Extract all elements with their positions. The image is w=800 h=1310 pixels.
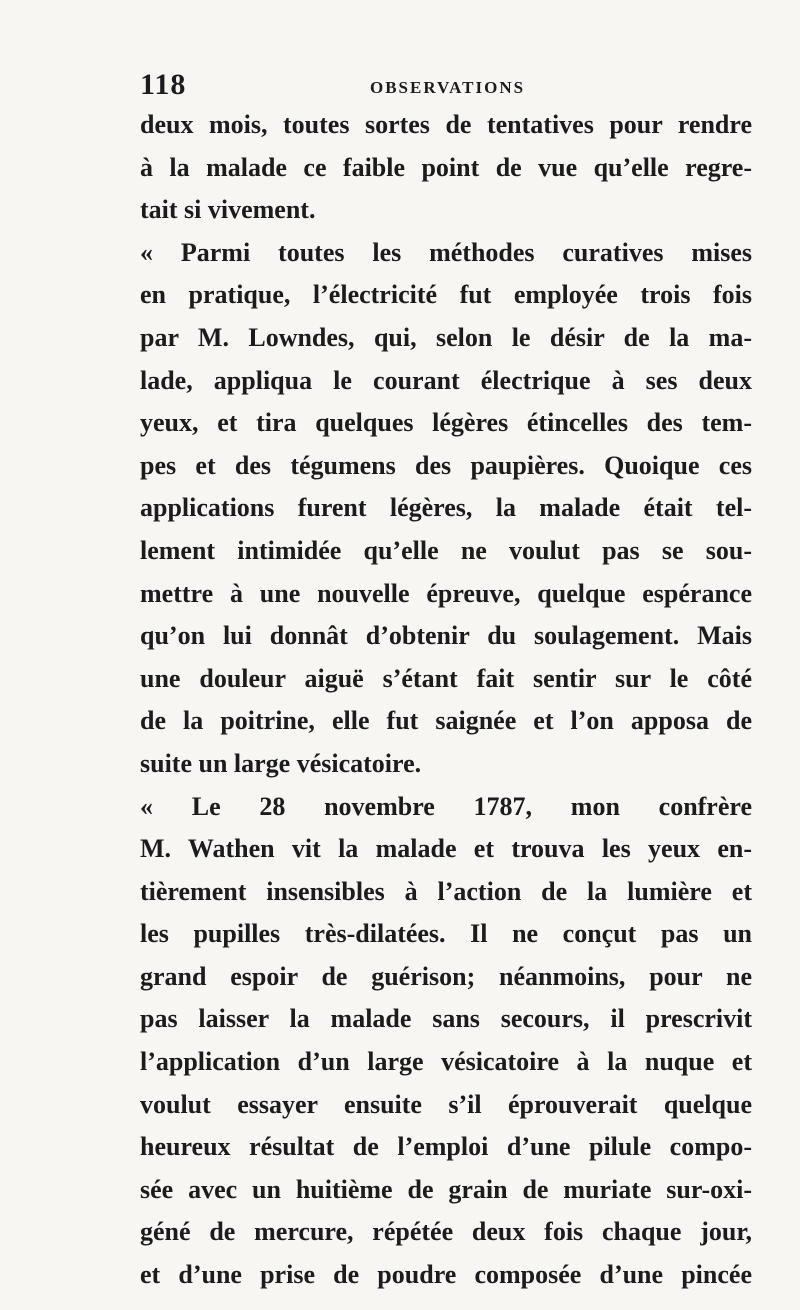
text-line: pas laisser la malade sans secours, il prescrivit <box>140 1004 752 1034</box>
text-line: une douleur aiguë s’étant fait sentir sur le côté <box>140 663 752 693</box>
text-line: à la malade ce faible point de vue qu’elle regre- <box>140 152 752 182</box>
text-line: par M. Lowndes, qui, selon le désir de la ma- <box>140 322 752 352</box>
text-line: sée avec un huitième de grain de muriate sur-oxi- <box>140 1174 752 1204</box>
text-line: et d’une prise de poudre composée d’une pincée <box>140 1260 752 1290</box>
text-line: lement intimidée qu’elle ne voulut pas se sou- <box>140 535 752 565</box>
text-line: tait si vivement. <box>140 195 316 225</box>
text-line: qu’on lui donnât d’obtenir du soulagement. Mais <box>140 621 752 651</box>
text-line: lade, appliqua le courant électrique à ses deux <box>140 365 752 395</box>
text-line: géné de mercure, répétée deux fois chaque jour, <box>140 1217 752 1247</box>
text-line: deux mois, toutes sortes de tentatives pour rendre <box>140 110 752 139</box>
text-line: « Parmi toutes les méthodes curatives mises <box>140 237 752 267</box>
page-number: 118 <box>140 68 187 101</box>
text-line: en pratique, l’électricité fut employée trois fois <box>140 280 752 310</box>
text-line: suite un large vésicatoire. <box>140 748 422 778</box>
text-line: de la poitrine, elle fut saignée et l’on apposa de <box>140 706 752 736</box>
text-line: l’application d’un large vésicatoire à la nuque et <box>140 1047 752 1077</box>
text-line: yeux, et tira quelques légères étincelles des tem- <box>140 408 752 438</box>
text-line: tièrement insensibles à l’action de la lumière et <box>140 876 752 906</box>
running-head: OBSERVATIONS <box>370 78 526 97</box>
text-line: les pupilles très-dilatées. Il ne conçut pas un <box>140 919 752 949</box>
text-line: pes et des tégumens des paupières. Quoique ces <box>140 450 752 480</box>
page-header <box>140 68 740 108</box>
text-line: « Le 28 novembre 1787, mon confrère <box>140 791 752 821</box>
text-line: applications furent légères, la malade était tel- <box>140 493 752 523</box>
body-text <box>140 104 752 1297</box>
text-line: M. Wathen vit la malade et trouva les yeux en- <box>140 834 752 864</box>
text-line: heureux résultat de l’emploi d’une pilule compo- <box>140 1132 752 1162</box>
text-line: voulut essayer ensuite s’il éprouverait quelque <box>140 1089 752 1119</box>
text-line: mettre à une nouvelle épreuve, quelque espérance <box>140 578 752 608</box>
text-line: grand espoir de guérison; néanmoins, pour ne <box>140 961 752 991</box>
